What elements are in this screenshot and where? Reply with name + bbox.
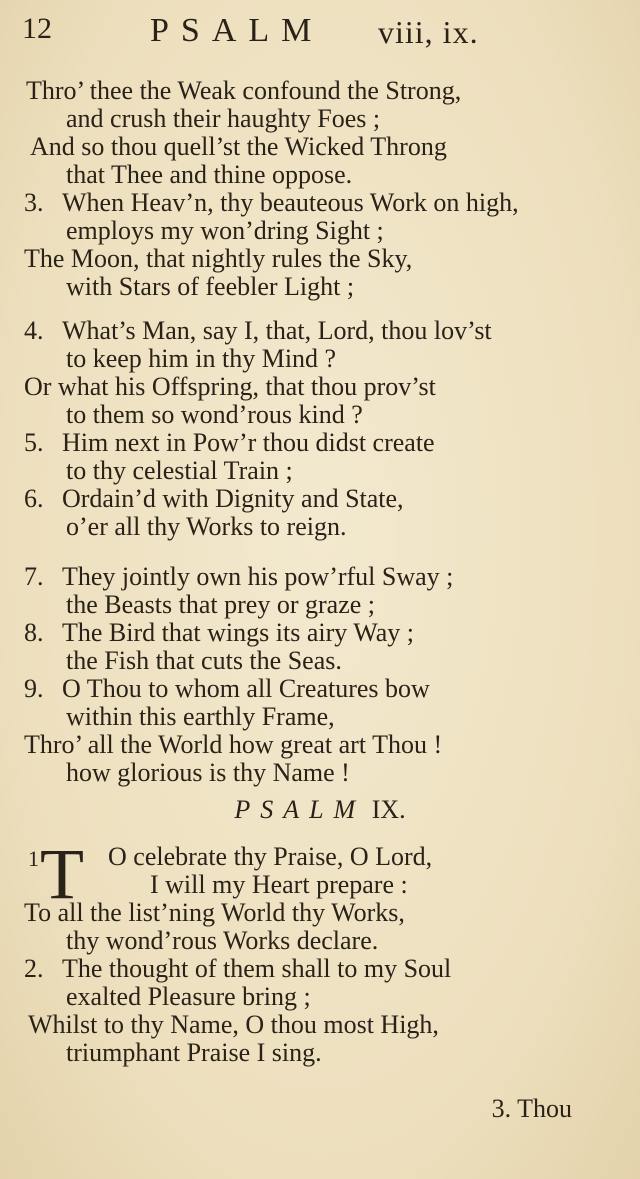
page-number: 12 [22, 12, 52, 45]
verse-number: 4. [24, 316, 44, 345]
verse-number: 2. [24, 954, 44, 983]
verse-line: with Stars of feebler Light ; [66, 272, 355, 301]
verse-line: To all the list’ning World thy Works, [24, 898, 405, 927]
drop-cap: T [40, 834, 84, 914]
verse-text: When Heav’n, thy beauteous Work on high, [62, 188, 519, 217]
verse-line: Or what his Offspring, that thou prov’st [24, 372, 436, 401]
verse-text: O Thou to whom all Creatures bow [62, 674, 430, 703]
verse-line: triumphant Praise I sing. [66, 1038, 322, 1067]
verse-line: Thro’ thee the Weak confound the Strong, [26, 76, 462, 105]
verse-number: 8. [24, 618, 44, 647]
psalm-numeral: IX. [371, 795, 406, 824]
verse-line: the Beasts that prey or graze ; [66, 590, 375, 619]
page-header [0, 10, 640, 50]
verse-number: 7. [24, 562, 44, 591]
psalm-word: PSALM [234, 795, 366, 824]
verse-number: 5. [24, 428, 44, 457]
verse-text: The Bird that wings its airy Way ; [62, 618, 414, 647]
verse-line: I will my Heart prepare : [150, 870, 408, 899]
verse-text: Ordain’d with Dignity and State, [62, 484, 404, 513]
psalm-ix-heading [0, 795, 640, 825]
running-psalm-numbers: viii, ix. [378, 14, 479, 50]
running-title: PSALM [150, 12, 324, 49]
verse-line: to thy celestial Train ; [66, 456, 293, 485]
verse-line: Whilst to thy Name, O thou most High, [28, 1010, 439, 1039]
verse-line: Thro’ all the World how great art Thou ! [24, 730, 443, 759]
verse-line: to keep him in thy Mind ? [66, 344, 337, 373]
verse-number-1: 1 [28, 846, 39, 871]
verse-line: within this earthly Frame, [66, 702, 335, 731]
verse-line: to them so wond’rous kind ? [66, 400, 363, 429]
verse-line: The Moon, that nightly rules the Sky, [24, 244, 413, 273]
verse-line: that Thee and thine oppose. [66, 160, 353, 189]
verse-number: 9. [24, 674, 44, 703]
verse-text: They jointly own his pow’rful Sway ; [62, 562, 454, 591]
verse-line: the Fish that cuts the Seas. [66, 646, 342, 675]
verse-line: o’er all thy Works to reign. [66, 512, 347, 541]
verse-text: What’s Man, say I, that, Lord, thou lov’st [62, 316, 492, 345]
verse-line: employs my won’dring Sight ; [66, 216, 384, 245]
verse-line: and crush their haughty Foes ; [66, 104, 381, 133]
verse-line: thy wond’rous Works declare. [66, 926, 379, 955]
verse-text: The thought of them shall to my Soul [62, 954, 452, 983]
verse-line: And so thou quell’st the Wicked Throng [30, 132, 447, 161]
verse-line: how glorious is thy Name ! [66, 758, 350, 787]
verse-text: Him next in Pow’r thou didst create [62, 428, 435, 457]
catchword: 3. Thou [491, 1094, 572, 1123]
verse-line: exalted Pleasure bring ; [66, 982, 311, 1011]
verse-number: 3. [24, 188, 44, 217]
verse-number: 6. [24, 484, 44, 513]
verse-line: O celebrate thy Praise, O Lord, [108, 842, 433, 871]
